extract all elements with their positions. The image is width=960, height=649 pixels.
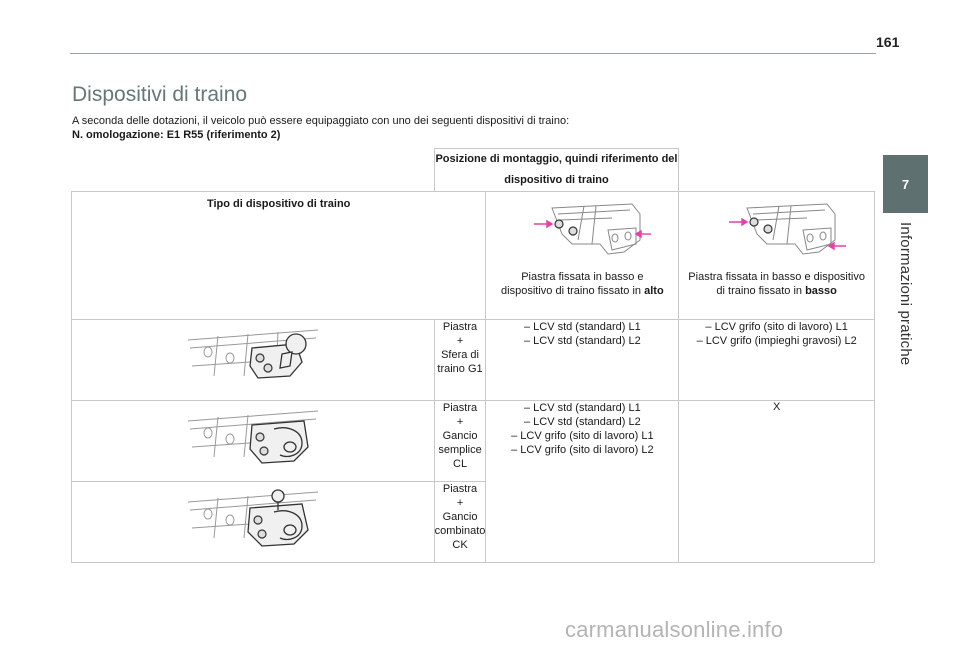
watermark: carmanualsonline.info (565, 617, 784, 642)
list-item: – LCV std (standard) L1 (523, 402, 641, 414)
mount-high-label-bold: alto (644, 285, 664, 297)
chapter-number: 7 (901, 176, 910, 192)
mount-low-label: Piastra fissata in basso e dispositivo di traino fissato in (688, 271, 865, 297)
list-item: – LCV grifo (sito di lavoro) L2 (511, 444, 654, 456)
homologation-number: N. omologazione: E1 R55 (riferimento 2) (72, 129, 281, 141)
device-name-cell (434, 482, 486, 563)
mount-low-label-bold: basso (805, 285, 837, 297)
device-line-3: Sfera di traino G1 (437, 349, 483, 375)
mount-high-vehicles (486, 320, 679, 401)
device-illustration-cell (72, 401, 435, 482)
top-divider (70, 53, 876, 54)
mount-high-vehicles (486, 401, 679, 563)
list-item: – LCV std (standard) L2 (523, 335, 641, 347)
device-type-header: Tipo di dispositivo di traino (72, 192, 486, 320)
list-item: – LCV std (standard) L2 (523, 416, 641, 428)
mount-high-label: Piastra fissata in basso e dispositivo di traino fissato in (501, 271, 645, 297)
list-item: – LCV grifo (impieghi gravosi) L2 (696, 335, 857, 347)
table-row (72, 401, 875, 482)
device-line-2: + (456, 416, 464, 428)
mount-low-not-applicable: X (679, 401, 875, 563)
device-illustration-cell (72, 320, 435, 401)
device-line-3: Gancio semplice CL (438, 430, 482, 470)
table-row (72, 320, 875, 401)
mount-low-cell (679, 192, 875, 320)
device-line-1: Piastra (442, 321, 478, 333)
page-number: 161 (876, 34, 900, 50)
list-item: – LCV std (standard) L1 (523, 321, 641, 333)
list-item: – LCV grifo (sito di lavoro) L1 (511, 430, 654, 442)
chapter-tab[interactable] (883, 155, 928, 213)
plate-low-device-low-illustration (707, 200, 847, 264)
mount-low-vehicles (679, 320, 875, 401)
list-item: – LCV grifo (sito di lavoro) L1 (705, 321, 848, 333)
combined-hook-illustration (178, 484, 328, 550)
mounting-position-header: Posizione di montaggio, quindi riferimento del dispositivo di traino (434, 149, 679, 192)
device-line-1: Piastra (442, 483, 478, 495)
device-line-2: + (456, 497, 464, 509)
chapter-title: Informazioni pratiche (897, 222, 914, 366)
table-header-row (72, 149, 875, 192)
mount-high-cell (486, 192, 679, 320)
plate-low-device-high-illustration (512, 200, 652, 264)
tow-ball-illustration (178, 322, 328, 388)
device-line-2: + (456, 335, 464, 347)
simple-hook-illustration (178, 403, 328, 469)
device-name-cell (434, 401, 486, 482)
mount-row (72, 192, 875, 320)
empty-header-cell (72, 149, 435, 192)
towing-devices-table (71, 148, 875, 563)
device-line-1: Piastra (442, 402, 478, 414)
device-illustration-cell (72, 482, 435, 563)
device-name-cell (434, 320, 486, 401)
device-line-3: Gancio combinato CK (434, 511, 486, 551)
intro-text: A seconda delle dotazioni, il veicolo può essere equipaggiato con uno dei seguenti dispositivi di traino: (72, 115, 570, 127)
page-title: Dispositivi di traino (72, 83, 248, 106)
